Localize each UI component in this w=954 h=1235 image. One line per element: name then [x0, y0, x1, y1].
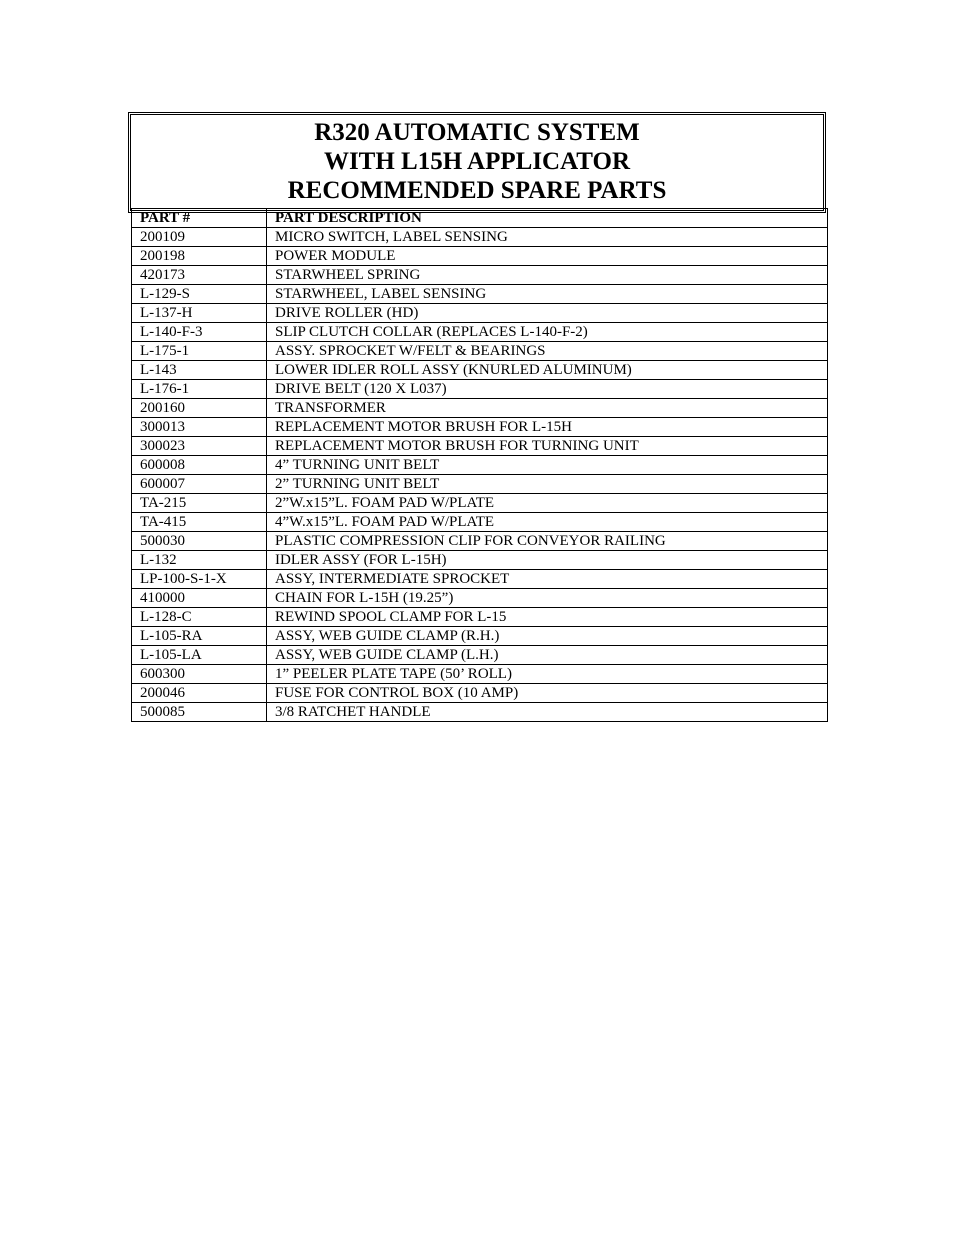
table-row: [132, 703, 828, 722]
table-row: [132, 304, 828, 323]
part-description-cell: SLIP CLUTCH COLLAR (REPLACES L-140-F-2): [267, 323, 828, 342]
part-number-cell: L-140-F-3: [132, 323, 267, 342]
title-line-2: WITH L15H APPLICATOR: [323, 148, 631, 175]
table-row: [132, 494, 828, 513]
part-number-cell: 200109: [132, 228, 267, 247]
part-description-cell: REWIND SPOOL CLAMP FOR L-15: [267, 608, 828, 627]
part-description-cell: ASSY. SPROCKET W/FELT & BEARINGS: [267, 342, 828, 361]
part-number-cell: 500085: [132, 703, 267, 722]
part-description-cell: 4”W.x15”L. FOAM PAD W/PLATE: [267, 513, 828, 532]
part-number-cell: 300013: [132, 418, 267, 437]
part-description-cell: 3/8 RATCHET HANDLE: [267, 703, 828, 722]
part-description-cell: ASSY, INTERMEDIATE SPROCKET: [267, 570, 828, 589]
part-description-cell: 1” PEELER PLATE TAPE (50’ ROLL): [267, 665, 828, 684]
part-number-cell: L-105-RA: [132, 627, 267, 646]
table-row: [132, 589, 828, 608]
part-number-cell: 200046: [132, 684, 267, 703]
column-header-part-description: PART DESCRIPTION: [267, 209, 828, 228]
part-number-cell: L-137-H: [132, 304, 267, 323]
part-number-cell: 600007: [132, 475, 267, 494]
part-number-cell: TA-215: [132, 494, 267, 513]
part-description-cell: 2” TURNING UNIT BELT: [267, 475, 828, 494]
part-description-cell: REPLACEMENT MOTOR BRUSH FOR TURNING UNIT: [267, 437, 828, 456]
table-row: [132, 646, 828, 665]
part-number-cell: 500030: [132, 532, 267, 551]
part-description-cell: IDLER ASSY (FOR L-15H): [267, 551, 828, 570]
title-line-1: R320 AUTOMATIC SYSTEM: [314, 119, 640, 146]
part-number-cell: 600300: [132, 665, 267, 684]
part-description-cell: TRANSFORMER: [267, 399, 828, 418]
table-row: [132, 361, 828, 380]
part-description-cell: STARWHEEL SPRING: [267, 266, 828, 285]
part-number-cell: L-143: [132, 361, 267, 380]
table-row: [132, 399, 828, 418]
table-row: [132, 380, 828, 399]
table-header-row: [132, 209, 828, 228]
part-number-cell: 600008: [132, 456, 267, 475]
part-description-cell: MICRO SWITCH, LABEL SENSING: [267, 228, 828, 247]
part-description-cell: DRIVE BELT (120 X L037): [267, 380, 828, 399]
part-description-cell: CHAIN FOR L-15H (19.25”): [267, 589, 828, 608]
table-row: [132, 266, 828, 285]
part-number-cell: L-105-LA: [132, 646, 267, 665]
table-row: [132, 228, 828, 247]
table-row: [132, 570, 828, 589]
part-description-cell: REPLACEMENT MOTOR BRUSH FOR L-15H: [267, 418, 828, 437]
table-row: [132, 608, 828, 627]
part-number-cell: LP-100-S-1-X: [132, 570, 267, 589]
part-description-cell: 4” TURNING UNIT BELT: [267, 456, 828, 475]
table-row: [132, 418, 828, 437]
table-row: [132, 532, 828, 551]
table-row: [132, 247, 828, 266]
part-number-cell: L-128-C: [132, 608, 267, 627]
table-row: [132, 551, 828, 570]
table-row: [132, 665, 828, 684]
table-row: [132, 323, 828, 342]
table-row: [132, 437, 828, 456]
table-row: [132, 342, 828, 361]
part-description-cell: ASSY, WEB GUIDE CLAMP (R.H.): [267, 627, 828, 646]
part-description-cell: LOWER IDLER ROLL ASSY (KNURLED ALUMINUM): [267, 361, 828, 380]
table-row: [132, 456, 828, 475]
part-number-cell: 200198: [132, 247, 267, 266]
part-description-cell: STARWHEEL, LABEL SENSING: [267, 285, 828, 304]
part-number-cell: 410000: [132, 589, 267, 608]
part-description-cell: ASSY, WEB GUIDE CLAMP (L.H.): [267, 646, 828, 665]
table-row: [132, 513, 828, 532]
part-number-cell: L-175-1: [132, 342, 267, 361]
table-row: [132, 285, 828, 304]
table-row: [132, 627, 828, 646]
part-number-cell: 300023: [132, 437, 267, 456]
part-description-cell: POWER MODULE: [267, 247, 828, 266]
part-number-cell: 200160: [132, 399, 267, 418]
part-description-cell: PLASTIC COMPRESSION CLIP FOR CONVEYOR RAILING: [267, 532, 828, 551]
table-row: [132, 684, 828, 703]
part-description-cell: DRIVE ROLLER (HD): [267, 304, 828, 323]
title-line-3: RECOMMENDED SPARE PARTS: [287, 177, 667, 204]
part-number-cell: 420173: [132, 266, 267, 285]
part-number-cell: L-129-S: [132, 285, 267, 304]
part-description-cell: FUSE FOR CONTROL BOX (10 AMP): [267, 684, 828, 703]
column-header-part-number: PART #: [132, 209, 267, 228]
table-body: [132, 228, 828, 722]
part-number-cell: TA-415: [132, 513, 267, 532]
part-number-cell: L-132: [132, 551, 267, 570]
part-description-cell: 2”W.x15”L. FOAM PAD W/PLATE: [267, 494, 828, 513]
table-row: [132, 475, 828, 494]
document-title-box: [128, 112, 826, 213]
spare-parts-table: [131, 208, 828, 722]
part-number-cell: L-176-1: [132, 380, 267, 399]
